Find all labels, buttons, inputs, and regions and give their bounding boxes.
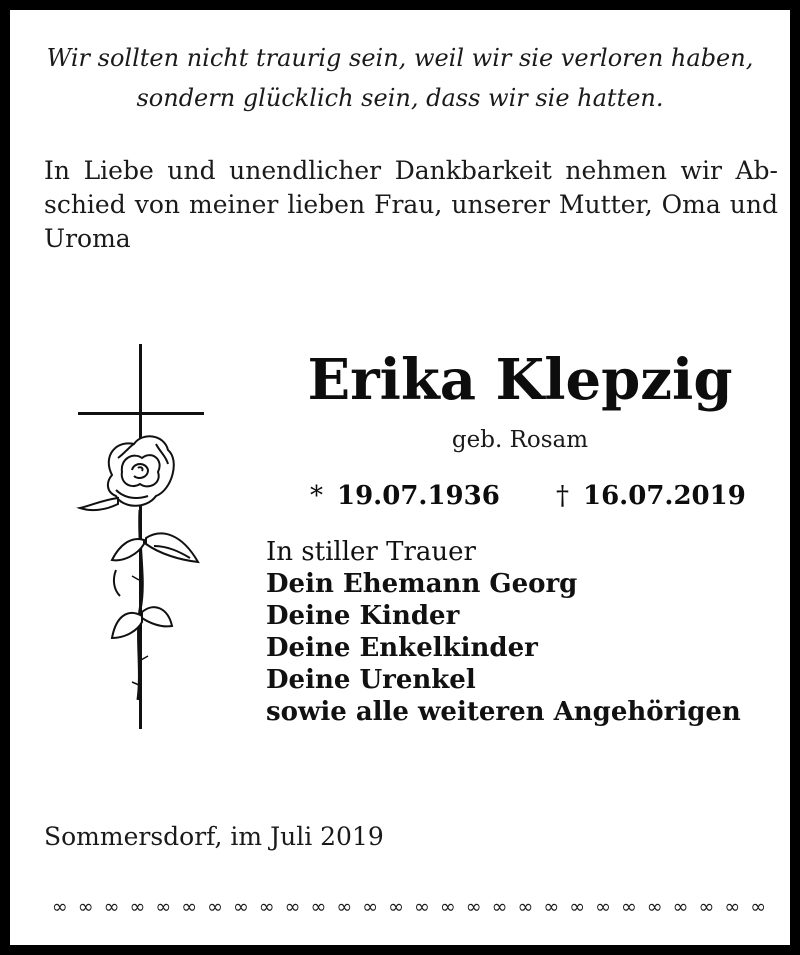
death-cross-icon: † — [556, 481, 569, 511]
mourner-grandchildren: Deine Enkelkinder — [266, 633, 538, 663]
birth-date-line — [310, 480, 500, 512]
intro-line-3: Uroma — [44, 224, 131, 253]
mourners-list — [266, 536, 741, 728]
intro-line-1: In Liebe und unendlicher Dankbarkeit nehmen wir Ab- — [44, 156, 778, 185]
infinity-ornament-divider: ∞ ∞ ∞ ∞ ∞ ∞ ∞ ∞ ∞ ∞ ∞ ∞ ∞ ∞ ∞ ∞ ∞ ∞ ∞ ∞ ∞ ∞ ∞ ∞ ∞ ∞ ∞ ∞ — [51, 896, 769, 918]
birth-name: geb. Rosam — [451, 427, 589, 453]
motto-line-2: sondern glücklich sein, dass wir sie hatten. — [136, 84, 664, 112]
intro-paragraph — [44, 154, 778, 256]
mourners-intro: In stiller Trauer — [266, 537, 476, 567]
mourner-children: Deine Kinder — [266, 601, 460, 631]
rose-bloom — [108, 436, 174, 505]
death-date-line — [556, 480, 746, 512]
intro-line-2: schied von meiner lieben Frau, unserer Mutter, Oma und — [44, 190, 778, 219]
death-date: 16.07.2019 — [583, 481, 746, 511]
mourner-great-grandchildren: Deine Urenkel — [266, 665, 476, 695]
cross-with-rose-icon — [72, 340, 212, 735]
mourner-spouse: Dein Ehemann Georg — [266, 569, 578, 599]
place-and-date: Sommersdorf, im Juli 2019 — [44, 822, 384, 851]
mourner-relatives: sowie alle weiteren Angehörigen — [266, 697, 741, 727]
motto-line-1: Wir sollten nicht traurig sein, weil wir sie verloren haben, — [46, 44, 754, 72]
birth-star-icon: * — [310, 481, 323, 511]
motto-quote — [30, 38, 770, 118]
deceased-name: Erika Klepzig — [307, 347, 733, 413]
birth-date: 19.07.1936 — [337, 481, 500, 511]
cross-horizontal-beam — [78, 412, 204, 415]
